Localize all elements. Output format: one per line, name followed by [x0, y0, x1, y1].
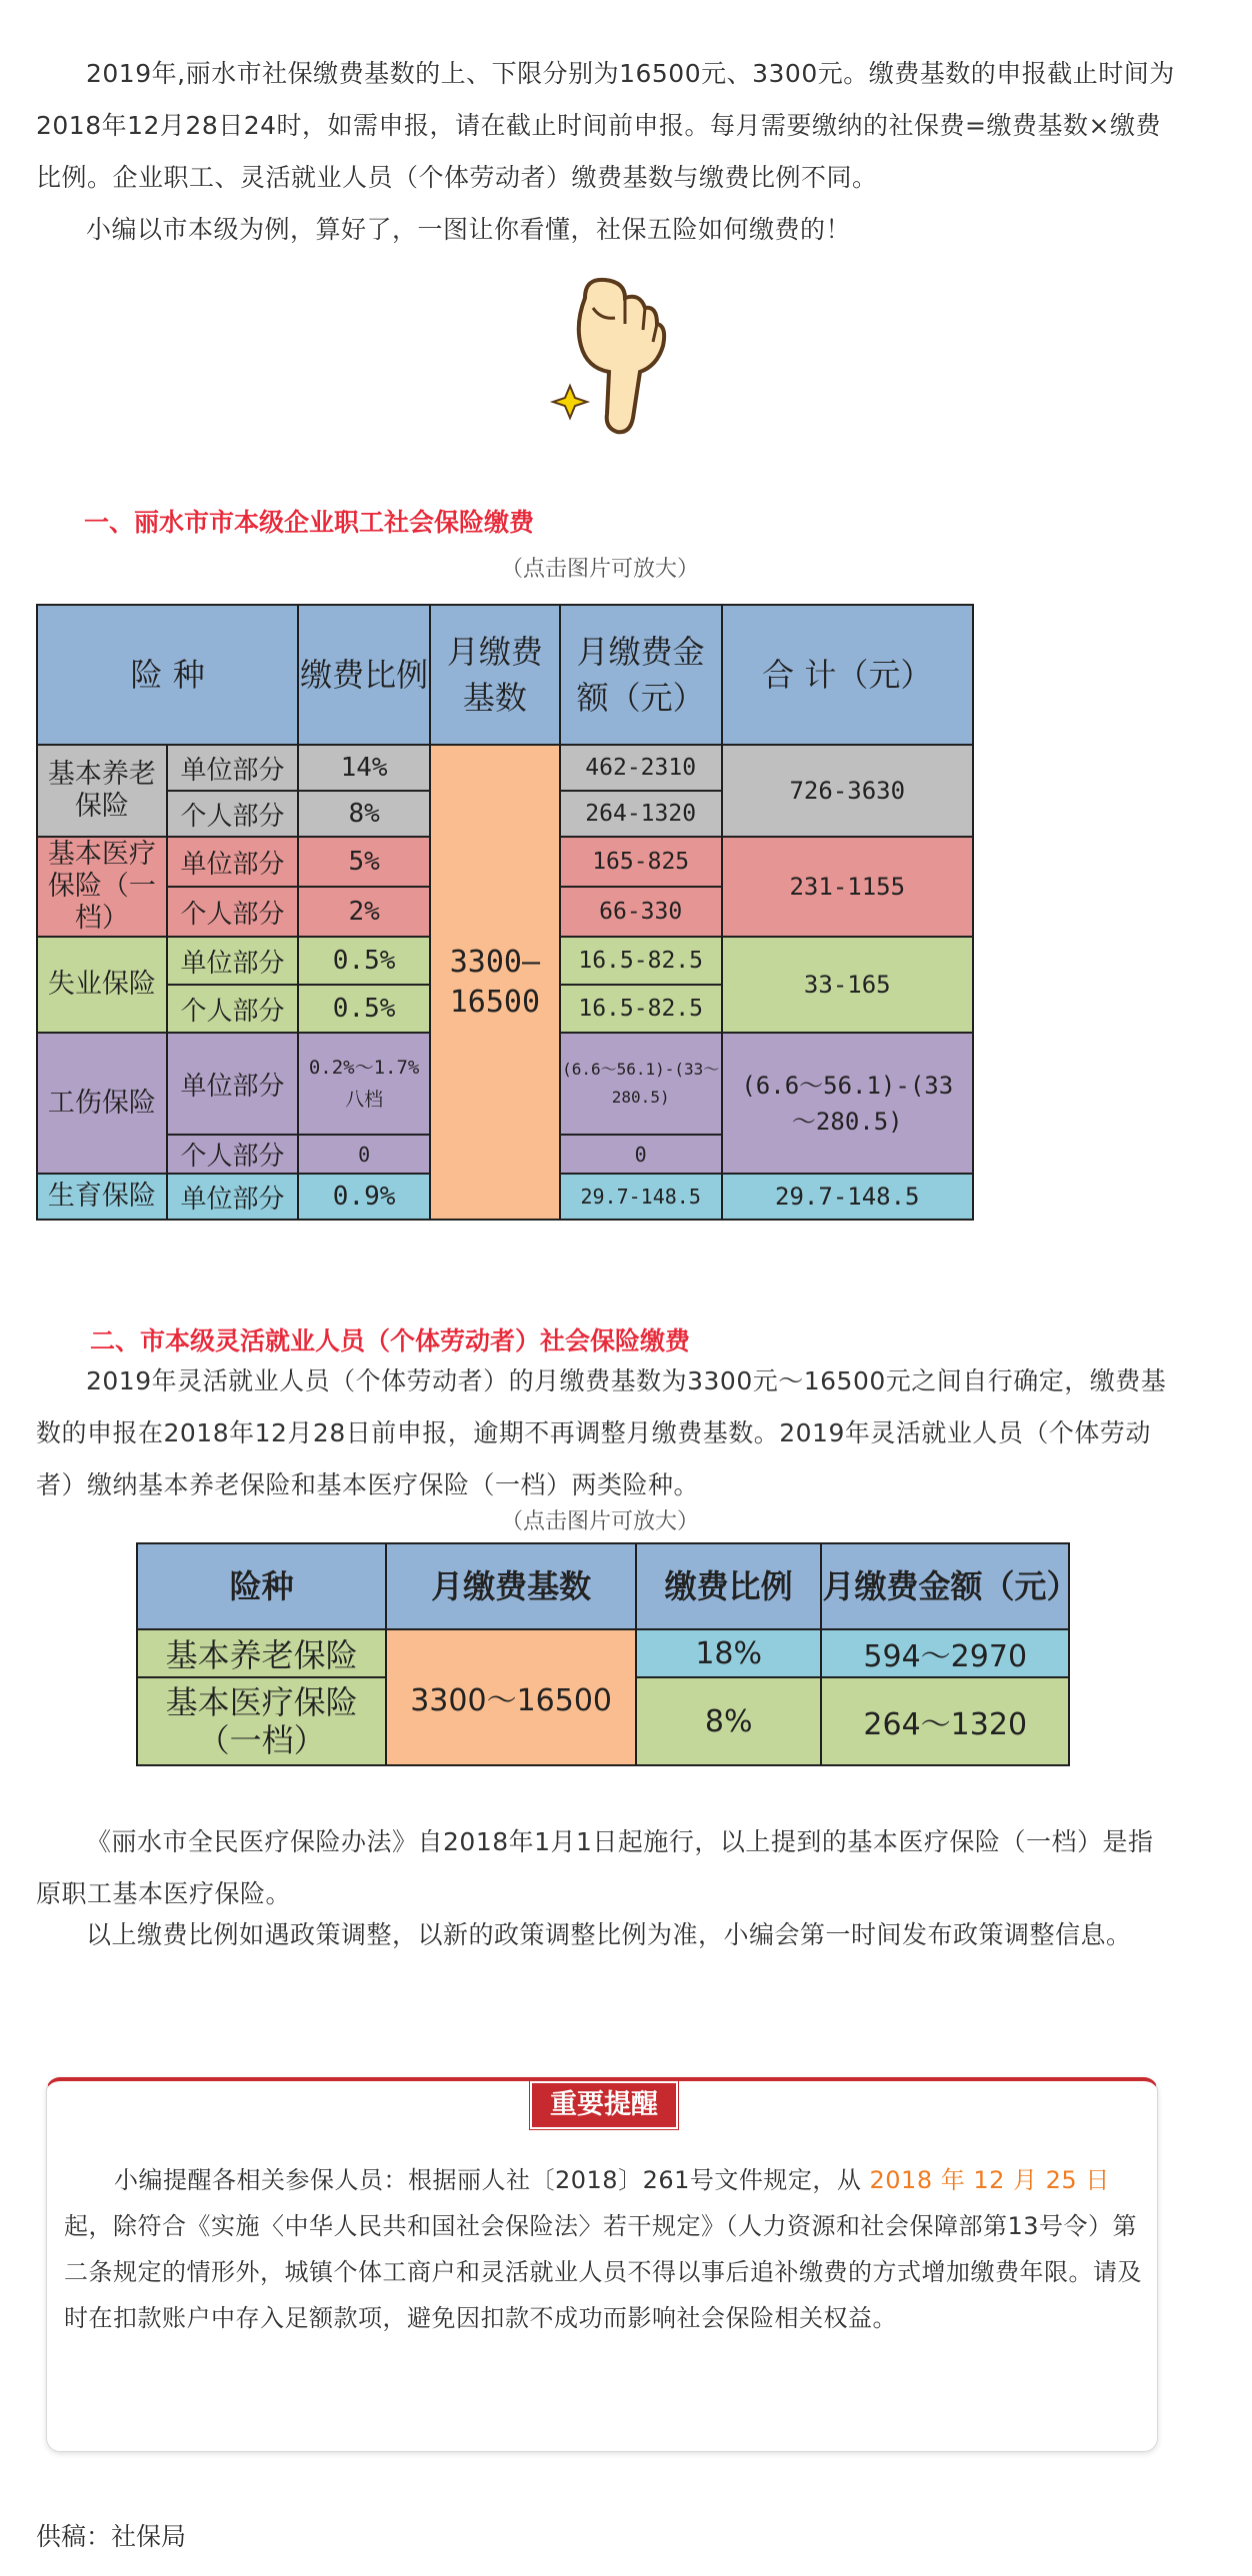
- notes-paragraph-2: 以上缴费比例如遇政策调整，以新的政策调整比例为准，小编会第一时间发布政策调整信息。: [86, 1920, 1132, 1949]
- section1-heading: 一、丽水市市本级企业职工社会保险缴费: [84, 508, 535, 537]
- t2-medical-rate: 8%: [636, 1677, 822, 1765]
- header-base: 月缴费基数: [430, 605, 560, 745]
- t2-pension-type: 基本养老保险: [137, 1629, 386, 1677]
- unemployment-personal-rate: 0.5%: [298, 985, 430, 1033]
- t2-pension-rate: 18%: [636, 1629, 822, 1677]
- enterprise-insurance-table: [36, 604, 974, 1221]
- t2-header-base: 月缴费基数: [386, 1543, 635, 1629]
- medical-unit-rate: 5%: [298, 837, 430, 887]
- maternity-total: 29.7-148.5: [722, 1174, 973, 1220]
- medical-personal-amount: 66-330: [560, 887, 722, 937]
- t2-medical-amount: 264～1320: [821, 1677, 1069, 1765]
- injury-personal-rate: 0: [298, 1135, 430, 1174]
- reminder-text-after: 起，除符合《实施〈中华人民共和国社会保险法〉若干规定》（人力资源和社会保障部第13号令）第二条规定的情形外，城镇个体工商户和灵活就业人员不得以事后追补缴费的方式增加缴费年限。请及时在扣款账户中存入足额款项，避免因扣款不成功而影响社会保险相关权益。: [64, 2212, 1142, 2332]
- reminder-title: 重要提醒: [530, 2081, 678, 2129]
- header-rate: 缴费比例: [298, 605, 430, 745]
- unemployment-unit-amount: 16.5-82.5: [560, 937, 722, 985]
- maternity-unit-amount: 29.7-148.5: [560, 1174, 722, 1220]
- source-credit: 供稿：社保局: [36, 2522, 187, 2551]
- base-range-cell: 3300—16500: [430, 745, 560, 1220]
- personal-part-label: 个人部分: [167, 985, 299, 1033]
- personal-part-label: 个人部分: [167, 887, 299, 937]
- unemployment-personal-amount: 16.5-82.5: [560, 985, 722, 1033]
- t2-pension-amount: 594～2970: [821, 1629, 1069, 1677]
- header-total: 合 计（元）: [722, 605, 973, 745]
- row-unemployment-category: 失业保险: [37, 937, 167, 1033]
- header-amount: 月缴费金额（元）: [560, 605, 722, 745]
- t2-medical-type: 基本医疗保险（一档）: [137, 1677, 386, 1765]
- row-medical-category: 基本医疗保险（一档）: [37, 837, 167, 937]
- t2-header-rate: 缴费比例: [636, 1543, 822, 1629]
- unit-part-label: 单位部分: [167, 837, 299, 887]
- reminder-date: 2018 年 12 月 25 日: [869, 2166, 1110, 2194]
- injury-unit-amount: (6.6～56.1)-(33～280.5): [560, 1033, 722, 1135]
- t2-base-range: 3300～16500: [386, 1629, 635, 1765]
- injury-total: (6.6～56.1)-(33～280.5): [722, 1033, 973, 1174]
- reminder-text: [64, 2157, 1144, 2341]
- pension-unit-amount: 462-2310: [560, 745, 722, 791]
- personal-part-label: 个人部分: [167, 791, 299, 837]
- maternity-unit-rate: 0.9%: [298, 1174, 430, 1220]
- section1-caption: （点击图片可放大）: [500, 557, 699, 582]
- row-pension-category: 基本养老保险: [37, 745, 167, 837]
- row-maternity-category: 生育保险: [37, 1174, 167, 1220]
- unit-part-label: 单位部分: [167, 1033, 299, 1135]
- pension-personal-rate: 8%: [298, 791, 430, 837]
- injury-unit-rate: 0.2%～1.7%八档: [298, 1033, 430, 1135]
- notes-paragraph-1: 《丽水市全民医疗保险办法》自2018年1月1日起施行，以上提到的基本医疗保险（一档）是指原职工基本医疗保险。: [36, 1827, 1154, 1908]
- pension-total: 726-3630: [722, 745, 973, 837]
- pension-unit-rate: 14%: [298, 745, 430, 791]
- unit-part-label: 单位部分: [167, 745, 299, 791]
- pointing-hand-icon: [545, 268, 695, 438]
- t2-header-amount: 月缴费金额（元）: [821, 1543, 1069, 1629]
- row-injury-category: 工伤保险: [37, 1033, 167, 1174]
- flexible-employment-table: [136, 1542, 1079, 1766]
- intro-paragraph-1: 2019年,丽水市社保缴费基数的上、下限分别为16500元、3300元。缴费基数的申报截止时间为2018年12月28日24时，如需申报，请在截止时间前申报。每月需要缴纳的社保费=缴费基数×缴费比例。企业职工、灵活就业人员（个体劳动者）缴费基数与缴费比例不同。: [36, 59, 1175, 192]
- medical-total: 231-1155: [722, 837, 973, 937]
- unit-part-label: 单位部分: [167, 937, 299, 985]
- personal-part-label: 个人部分: [167, 1135, 299, 1174]
- section2-paragraph: 2019年灵活就业人员（个体劳动者）的月缴费基数为3300元～16500元之间自行确定，缴费基数的申报在2018年12月28日前申报，逾期不再调整月缴费基数。2019年灵活就业人员（个体劳动者）缴纳基本养老保险和基本医疗保险（一档）两类险种。: [36, 1366, 1167, 1499]
- unemployment-unit-rate: 0.5%: [298, 937, 430, 985]
- reminder-text-before: 小编提醒各相关参保人员：根据丽人社〔2018〕261号文件规定，从: [114, 2166, 870, 2194]
- medical-personal-rate: 2%: [298, 887, 430, 937]
- t2-header-type: 险种: [137, 1543, 386, 1629]
- unemployment-total: 33-165: [722, 937, 973, 1033]
- section2-caption: （点击图片可放大）: [500, 1509, 699, 1534]
- intro-paragraph-2: 小编以市本级为例，算好了，一图让你看懂，社保五险如何缴费的！: [86, 215, 852, 244]
- section2-heading: 二、市本级灵活就业人员（个体劳动者）社会保险缴费: [90, 1326, 691, 1355]
- pension-personal-amount: 264-1320: [560, 791, 722, 837]
- medical-unit-amount: 165-825: [560, 837, 722, 887]
- injury-personal-amount: 0: [560, 1135, 722, 1174]
- unit-part-label: 单位部分: [167, 1174, 299, 1220]
- header-type: 险 种: [37, 605, 298, 745]
